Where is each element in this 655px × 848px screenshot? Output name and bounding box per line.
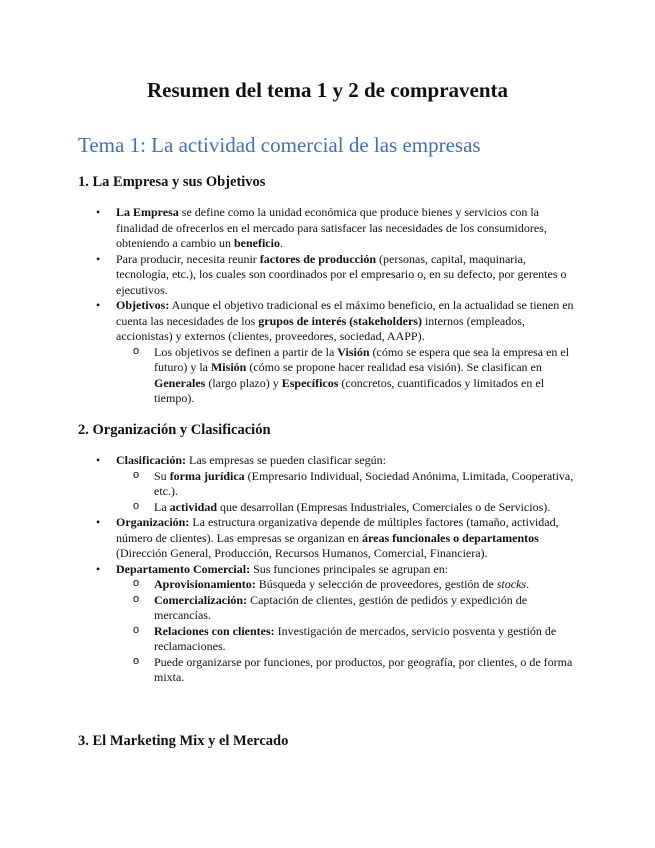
list-item: • Organización: La estructura organizativa depende de múltiples factores (tamaño, actividad, número de clientes). Las empresas se organizan en áreas funcionales o departamentos (Dirección General, Producción, Recursos Humanos, Comercial, Financiera). <box>94 515 580 562</box>
section-1-list <box>94 205 580 407</box>
list-item: • La Empresa se define como la unidad económica que produce bienes y servicios con la finalidad de ofrecerlos en el mercado para satisfacer las necesidades de los consumidores, obteniendo a cambio un beneficio. <box>94 205 580 252</box>
list-item: • Departamento Comercial: Sus funciones principales se agrupan en: o Aprovisionamiento: Búsqueda y selección de proveedores, gestión de stocks. o Comercialización: Captación de clientes, gestión de pedidos y expedición de mercancías. o Relaciones con clientes: Investigación de mercados, servicio posventa y gestión de reclamaciones. o Puede organizarse por funciones, por productos, por geografía, por clientes, o de forma mixta. <box>94 562 580 686</box>
sub-list-item: o Aprovisionamiento: Búsqueda y selección de proveedores, gestión de stocks. <box>116 577 580 593</box>
section-2-list <box>94 453 580 686</box>
list-item: • Clasificación: Las empresas se pueden clasificar según: o Su forma jurídica (Empresario Individual, Sociedad Anónima, Limitada, Cooperativa, etc.). o La actividad que desarrollan (Empresas Industriales, Comerciales o de Servicios). <box>94 453 580 515</box>
list-item: • Objetivos: Aunque el objetivo tradicional es el máximo beneficio, en la actualidad se tienen en cuenta las necesidades de los grupos de interés (stakeholders) internos (empleados, accionistas) y externos (clientes, proveedores, sociedad, AAPP). o Los objetivos se definen a partir de la Visión (cómo se espera que sea la empresa en el futuro) y la Misión (cómo se propone hacer realidad esa visión). Se clasifican en Generales (largo plazo) y Específicos (concretos, cuantificados y limitados en el tiempo). <box>94 298 580 407</box>
section-heading-1: 1. La Empresa y sus Objetivos <box>78 174 266 190</box>
list-item: • Para producir, necesita reunir factores de producción (personas, capital, maquinaria, tecnología, etc.), los cuales son coordinados por el empresario o, en su defecto, por gerentes o ejecutivos. <box>94 252 580 299</box>
sub-list-item: o Relaciones con clientes: Investigación de mercados, servicio posventa y gestión de reclamaciones. <box>116 624 580 655</box>
topic-heading: Tema 1: La actividad comercial de las empresas <box>78 133 481 157</box>
sub-list-item: o Comercialización: Captación de clientes, gestión de pedidos y expedición de mercancías. <box>116 593 580 624</box>
section-heading-3: 3. El Marketing Mix y el Mercado <box>78 733 289 749</box>
sub-list-item: o La actividad que desarrollan (Empresas Industriales, Comerciales o de Servicios). <box>116 500 580 516</box>
section-heading-2: 2. Organización y Clasificación <box>78 422 271 438</box>
sub-list-item: o Puede organizarse por funciones, por productos, por geografía, por clientes, o de forma mixta. <box>116 655 580 686</box>
sub-list-item: o Su forma jurídica (Empresario Individual, Sociedad Anónima, Limitada, Cooperativa, etc.). <box>116 469 580 500</box>
sub-list-item: o Los objetivos se definen a partir de la Visión (cómo se espera que sea la empresa en el futuro) y la Misión (cómo se propone hacer realidad esa visión). Se clasifican en Generales (largo plazo) y Específicos (concretos, cuantificados y limitados en el tiempo). <box>116 345 580 407</box>
document-title: Resumen del tema 1 y 2 de compraventa <box>146 78 509 102</box>
